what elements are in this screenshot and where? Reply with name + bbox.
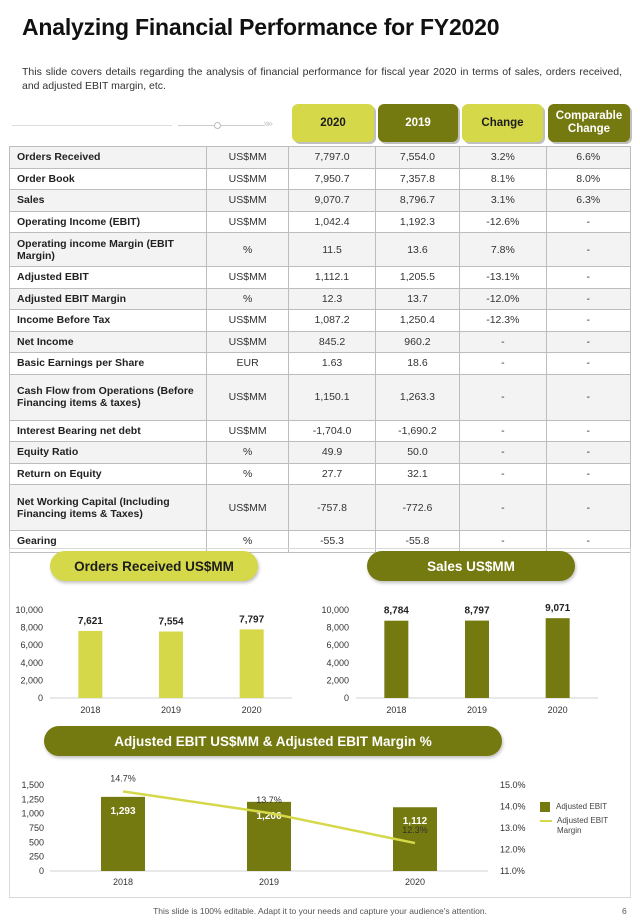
row-label: Interest Bearing net debt bbox=[10, 420, 207, 442]
cell-v2019: 50.0 bbox=[375, 442, 459, 464]
y-tick-label: 1,250 bbox=[21, 794, 44, 805]
ebit-chart-title: Adjusted EBIT US$MM & Adjusted EBIT Margin % bbox=[44, 726, 502, 756]
row-label: Orders Received bbox=[10, 147, 207, 169]
y-tick-label: 8,000 bbox=[326, 622, 349, 633]
bar bbox=[240, 629, 264, 698]
row-label: Return on Equity bbox=[10, 463, 207, 485]
cell-comparable: - bbox=[546, 288, 630, 310]
table-row bbox=[10, 442, 631, 464]
cell-v2019: 960.2 bbox=[375, 331, 459, 353]
header-2019: 2019 bbox=[378, 104, 458, 142]
x-tick-label: 2019 bbox=[258, 877, 280, 887]
cell-v2020: 27.7 bbox=[289, 463, 375, 485]
y-tick-label: 8,000 bbox=[20, 622, 43, 633]
legend-label-adjusted-ebit: Adjusted EBIT bbox=[556, 802, 608, 811]
cell-v2020: 9,070.7 bbox=[289, 190, 375, 212]
cell-change: 7.8% bbox=[460, 233, 546, 267]
table-row bbox=[10, 147, 631, 169]
y-tick-label: 2,000 bbox=[20, 675, 43, 686]
row-label: Basic Earnings per Share bbox=[10, 353, 207, 375]
cell-v2019: 8,796.7 bbox=[375, 190, 459, 212]
cell-unit: % bbox=[206, 463, 288, 485]
table-row bbox=[10, 353, 631, 375]
y-tick-label: 10,000 bbox=[15, 605, 43, 615]
decorative-dot bbox=[214, 122, 221, 129]
cell-unit: US$MM bbox=[206, 310, 288, 332]
cell-comparable: - bbox=[546, 374, 630, 420]
line-data-label: 14.7% bbox=[110, 773, 136, 784]
legend-swatch-line bbox=[540, 820, 552, 822]
legend-item-ebit-margin bbox=[540, 816, 619, 836]
cell-unit: US$MM bbox=[206, 211, 288, 233]
y-tick-label: 0 bbox=[38, 866, 44, 876]
cell-comparable: - bbox=[546, 211, 630, 233]
bar bbox=[159, 632, 183, 698]
orders-received-chart bbox=[10, 596, 310, 721]
cell-unit: US$MM bbox=[206, 190, 288, 212]
cell-comparable: 8.0% bbox=[546, 168, 630, 190]
legend-item-adjusted-ebit bbox=[540, 802, 619, 812]
y-tick-label: 1,500 bbox=[21, 780, 44, 790]
row-label: Net Income bbox=[10, 331, 207, 353]
y-tick-label: 2,000 bbox=[326, 675, 349, 686]
cell-unit: % bbox=[206, 442, 288, 464]
cell-comparable: - bbox=[546, 531, 630, 553]
cell-change: - bbox=[460, 374, 546, 420]
line-data-label: 13.7% bbox=[256, 794, 282, 805]
bar-data-label: 9,071 bbox=[545, 603, 571, 615]
x-tick-label: 2020 bbox=[547, 705, 568, 715]
bar-data-label: 1,206 bbox=[256, 810, 282, 822]
table-row bbox=[10, 267, 631, 289]
cell-v2020: -757.8 bbox=[289, 485, 375, 531]
bar bbox=[465, 621, 489, 698]
orders-chart-title: Orders Received US$MM bbox=[50, 551, 258, 581]
y-tick-label: 0 bbox=[343, 693, 349, 703]
cell-v2019: -772.6 bbox=[375, 485, 459, 531]
legend-swatch-bar bbox=[540, 802, 550, 812]
row-label: Income Before Tax bbox=[10, 310, 207, 332]
table-row bbox=[10, 190, 631, 212]
cell-unit: US$MM bbox=[206, 374, 288, 420]
cell-unit: % bbox=[206, 233, 288, 267]
row-label: Operating Income (EBIT) bbox=[10, 211, 207, 233]
cell-v2019: 1,250.4 bbox=[375, 310, 459, 332]
x-tick-label: 2019 bbox=[160, 705, 182, 715]
cell-unit: % bbox=[206, 288, 288, 310]
decorative-line-2 bbox=[178, 125, 264, 126]
cell-v2019: 1,263.3 bbox=[375, 374, 459, 420]
line-data-label: 12.3% bbox=[402, 825, 428, 836]
sales-chart-title: Sales US$MM bbox=[367, 551, 575, 581]
cell-v2020: 1.63 bbox=[289, 353, 375, 375]
bar bbox=[546, 618, 570, 698]
cell-change: -12.0% bbox=[460, 288, 546, 310]
x-tick-label: 2018 bbox=[112, 877, 134, 887]
x-tick-label: 2020 bbox=[404, 877, 426, 887]
cell-v2019: 13.6 bbox=[375, 233, 459, 267]
cell-unit: US$MM bbox=[206, 420, 288, 442]
cell-v2019: 18.6 bbox=[375, 353, 459, 375]
y-tick-label: 10,000 bbox=[321, 605, 349, 615]
bar bbox=[384, 621, 408, 698]
table-row bbox=[10, 463, 631, 485]
y-tick-label: 0 bbox=[37, 693, 43, 703]
table-row bbox=[10, 310, 631, 332]
cell-v2019: 7,554.0 bbox=[375, 147, 459, 169]
page-title: Analyzing Financial Performance for FY2020 bbox=[22, 14, 500, 40]
cell-comparable: - bbox=[546, 442, 630, 464]
row-label: Adjusted EBIT Margin bbox=[10, 288, 207, 310]
x-tick-label: 2018 bbox=[386, 705, 407, 715]
cell-unit: US$MM bbox=[206, 168, 288, 190]
cell-comparable: - bbox=[546, 353, 630, 375]
bar bbox=[78, 631, 102, 698]
cell-change: 8.1% bbox=[460, 168, 546, 190]
cell-comparable: 6.6% bbox=[546, 147, 630, 169]
y2-tick-label: 11.0% bbox=[500, 866, 525, 876]
cell-v2019: 32.1 bbox=[375, 463, 459, 485]
x-tick-label: 2018 bbox=[80, 705, 101, 715]
y-tick-label: 1,000 bbox=[21, 808, 44, 819]
cell-change: -12.6% bbox=[460, 211, 546, 233]
cell-comparable: 6.3% bbox=[546, 190, 630, 212]
cell-unit: US$MM bbox=[206, 147, 288, 169]
y2-tick-label: 14.0% bbox=[500, 801, 526, 812]
header-comparable-change: Comparable Change bbox=[548, 104, 630, 142]
footer-note: This slide is 100% editable. Adapt it to your needs and capture your audience's attention. bbox=[153, 906, 487, 916]
cell-v2020: -1,704.0 bbox=[289, 420, 375, 442]
cell-v2019: 13.7 bbox=[375, 288, 459, 310]
table-row bbox=[10, 288, 631, 310]
y-tick-label: 6,000 bbox=[20, 640, 43, 651]
y2-tick-label: 12.0% bbox=[500, 844, 526, 855]
row-label: Order Book bbox=[10, 168, 207, 190]
cell-v2020: 49.9 bbox=[289, 442, 375, 464]
cell-comparable: - bbox=[546, 331, 630, 353]
cell-v2020: 845.2 bbox=[289, 331, 375, 353]
cell-unit: % bbox=[206, 531, 288, 553]
cell-comparable: - bbox=[546, 463, 630, 485]
table-row bbox=[10, 233, 631, 267]
cell-v2019: 1,192.3 bbox=[375, 211, 459, 233]
row-label: Cash Flow from Operations (Before Financing items & taxes) bbox=[10, 374, 207, 420]
header-change: Change bbox=[462, 104, 543, 142]
table-row bbox=[10, 485, 631, 531]
decorative-arrows-icon: »» bbox=[263, 117, 271, 130]
bar-data-label: 1,293 bbox=[110, 805, 136, 817]
cell-unit: US$MM bbox=[206, 267, 288, 289]
cell-change: - bbox=[460, 485, 546, 531]
y-tick-label: 4,000 bbox=[20, 657, 43, 668]
cell-comparable: - bbox=[546, 485, 630, 531]
row-label: Adjusted EBIT bbox=[10, 267, 207, 289]
table-row bbox=[10, 331, 631, 353]
cell-unit: EUR bbox=[206, 353, 288, 375]
cell-change: 3.1% bbox=[460, 190, 546, 212]
header-2020: 2020 bbox=[292, 104, 374, 142]
x-tick-label: 2019 bbox=[466, 705, 488, 715]
legend-label-ebit-margin: Adjusted EBIT Margin bbox=[557, 816, 608, 835]
bar-data-label: 8,784 bbox=[383, 605, 409, 617]
cell-v2019: 7,357.8 bbox=[375, 168, 459, 190]
sales-chart bbox=[316, 596, 616, 721]
page-number: 6 bbox=[622, 906, 627, 916]
y2-tick-label: 15.0% bbox=[500, 780, 526, 790]
table-row bbox=[10, 211, 631, 233]
cell-v2020: 7,950.7 bbox=[289, 168, 375, 190]
row-label: Gearing bbox=[10, 531, 207, 553]
bar-data-label: 8,797 bbox=[464, 605, 490, 617]
bar-data-label: 7,621 bbox=[77, 615, 103, 627]
cell-v2020: 1,112.1 bbox=[289, 267, 375, 289]
cell-change: - bbox=[460, 463, 546, 485]
cell-comparable: - bbox=[546, 233, 630, 267]
x-tick-label: 2020 bbox=[241, 705, 262, 715]
cell-change: - bbox=[460, 353, 546, 375]
adjusted-ebit-chart bbox=[10, 770, 535, 895]
cell-unit: US$MM bbox=[206, 331, 288, 353]
bar-data-label: 7,797 bbox=[239, 614, 265, 626]
cell-change: - bbox=[460, 442, 546, 464]
cell-v2020: -55.3 bbox=[289, 531, 375, 553]
cell-unit: US$MM bbox=[206, 485, 288, 531]
bar-data-label: 7,554 bbox=[158, 616, 184, 628]
bar-data-label: 1,112 bbox=[402, 816, 428, 828]
row-label: Sales bbox=[10, 190, 207, 212]
ebit-legend bbox=[540, 802, 619, 840]
cell-v2019: 1,205.5 bbox=[375, 267, 459, 289]
y-tick-label: 6,000 bbox=[326, 640, 349, 651]
row-label: Operating income Margin (EBIT Margin) bbox=[10, 233, 207, 267]
cell-comparable: - bbox=[546, 267, 630, 289]
cell-v2020: 1,087.2 bbox=[289, 310, 375, 332]
financial-table bbox=[9, 146, 631, 553]
cell-v2020: 12.3 bbox=[289, 288, 375, 310]
cell-change: -12.3% bbox=[460, 310, 546, 332]
decorative-line bbox=[12, 125, 172, 126]
cell-change: - bbox=[460, 420, 546, 442]
cell-v2019: -1,690.2 bbox=[375, 420, 459, 442]
cell-v2019: -55.8 bbox=[375, 531, 459, 553]
cell-v2020: 1,042.4 bbox=[289, 211, 375, 233]
y-tick-label: 250 bbox=[28, 851, 44, 862]
row-label: Equity Ratio bbox=[10, 442, 207, 464]
cell-change: -13.1% bbox=[460, 267, 546, 289]
cell-v2020: 1,150.1 bbox=[289, 374, 375, 420]
table-row bbox=[10, 168, 631, 190]
cell-change: - bbox=[460, 531, 546, 553]
cell-change: 3.2% bbox=[460, 147, 546, 169]
cell-comparable: - bbox=[546, 420, 630, 442]
y-tick-label: 750 bbox=[28, 823, 44, 833]
table-row bbox=[10, 374, 631, 420]
y2-tick-label: 13.0% bbox=[500, 823, 526, 833]
cell-change: - bbox=[460, 331, 546, 353]
page-description: This slide covers details regarding the analysis of financial performance for fiscal year 2020 in terms of sales, orders received, and adjusted EBIT margin, etc. bbox=[22, 66, 622, 92]
table-row bbox=[10, 420, 631, 442]
cell-v2020: 7,797.0 bbox=[289, 147, 375, 169]
cell-comparable: - bbox=[546, 310, 630, 332]
row-label: Net Working Capital (Including Financing items & Taxes) bbox=[10, 485, 207, 531]
y-tick-label: 500 bbox=[28, 837, 44, 848]
cell-v2020: 11.5 bbox=[289, 233, 375, 267]
y-tick-label: 4,000 bbox=[326, 657, 349, 668]
